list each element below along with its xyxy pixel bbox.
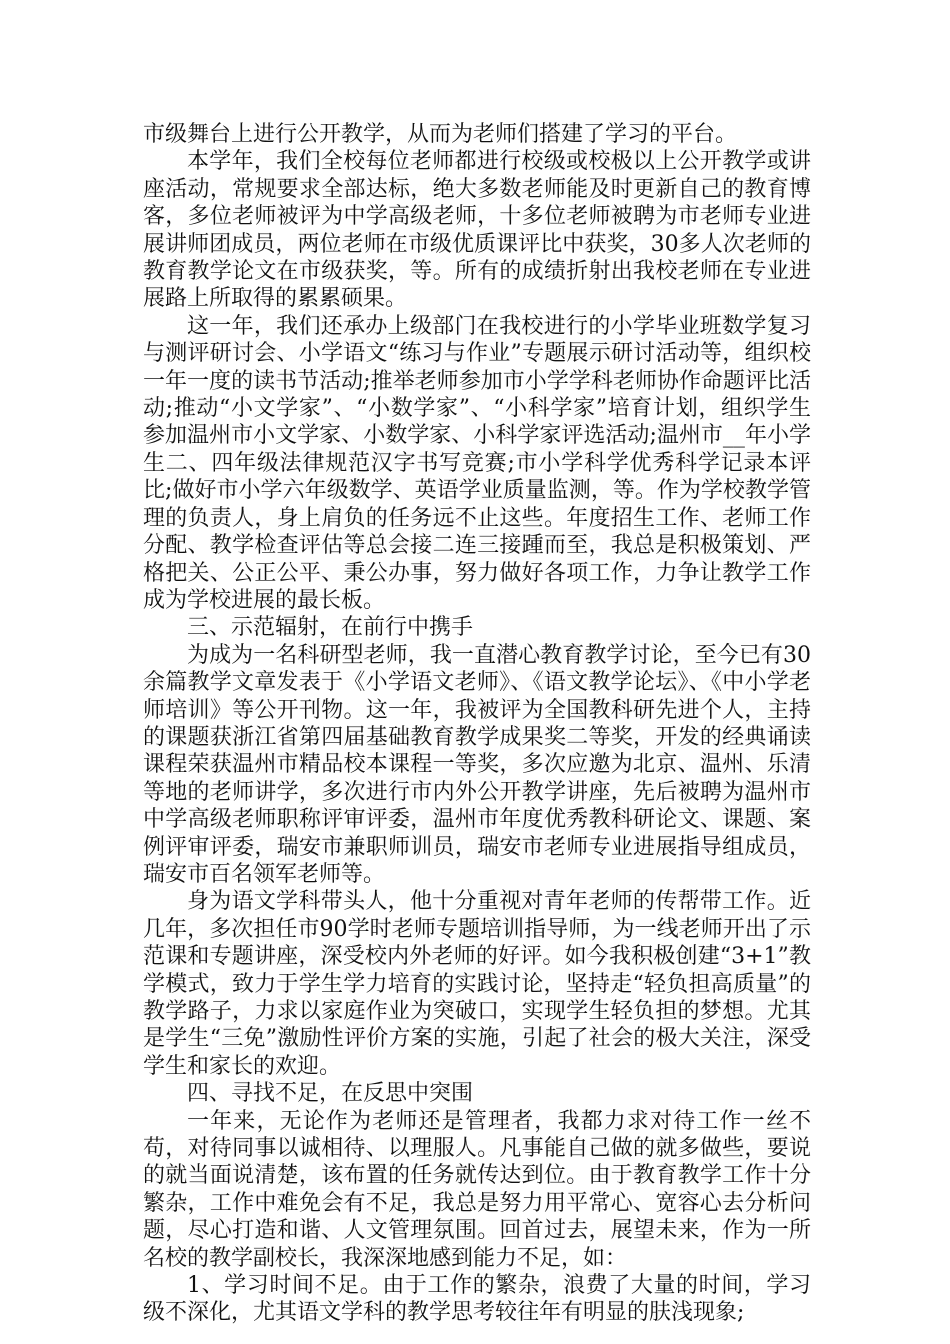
section-heading-demonstration: 三、示范辐射，在前行中携手	[187, 615, 474, 641]
paragraph-activities: 这一年，我们还承办上级部门在我校进行的小学毕业班数学复习与测评研讨会、小学语文“练习与作业”专题展示研讨活动等，组织校一年一度的读书节活动;推举老师参加市小学学科老师协作命题评比活动;推动“小文学家”、“小数学家”、“小科学家”培育计划，组织学生参加温州市小文学家、小数学家、小科学家评选活动;温州市__年小学生二、四年级法律规范汉字书写竞赛;市小学科学优秀科学记录本评比;做好市小学六年级数学、英语学业质量监测，等。作为学校教学管理的负责人，身上肩负的任务远不止这些。年度招生工作、老师工作分配、教学检查评估等总会接二连三接踵而至，我总是积极策划、严格把关、公正公平、秉公办事，努力做好各项工作，力争让教学工作成为学校进展的最长板。	[143, 313, 811, 613]
paragraph-research: 为成为一名科研型老师，我一直潜心教育教学讨论，至今已有30余篇教学文章发表于《小学语文老师》、《语文教学论坛》、《中小学老师培训》等公开刊物。这一年，我被评为全国教科研先进个人，主持的课题获浙江省第四届基础教育教学成果奖二等奖，开发的经典诵读课程荣获温州市精品校本课程一等奖，多次应邀为北京、温州、乐清等地的老师讲学，多次进行市内外公开教学讲座，先后被聘为温州市中学高级老师职称评审评委，温州市年度优秀教科研论文、课题、案例评审评委，瑞安市兼职师训员，瑞安市老师专业进展指导组成员，瑞安市百名领军老师等。	[143, 642, 811, 887]
paragraph-public-teaching: 本学年，我们全校每位老师都进行校级或校极以上公开教学或讲座活动，常规要求全部达标，绝大多数老师能及时更新自己的教育博客，多位老师被评为中学高级老师，十多位老师被聘为市老师专业进展讲师团成员，两位老师在市级优质课评比中获奖，30多人次老师的教育教学论文在市级获奖，等。所有的成绩折射出我校老师在专业进展路上所取得的累累硕果。	[143, 149, 811, 312]
paragraph-continuation: 市级舞台上进行公开教学，从而为老师们搭建了学习的平台。	[143, 122, 738, 147]
paragraph-mentoring: 身为语文学科带头人，他十分重视对青年老师的传帮带工作。近几年，多次担任市90学时老师专题培训指导师，为一线老师开出了示范课和专题讲座，深受校内外老师的好评。如今我积极创建“3+1”教学模式，致力于学生学力培育的实践讨论，坚持走“轻负担高质量”的教学路子，力求以家庭作业为突破口，实现学生轻负担的梦想。尤其是学生“三免”激励性评价方案的实施，引起了社会的极大关注，深受学生和家长的欢迎。	[143, 889, 811, 1079]
paragraph-self-assessment: 一年来，无论作为老师还是管理者，我都力求对待工作一丝不苟，对待同事以诚相待、以理服人。凡事能自己做的就多做些，要说的就当面说清楚，该布置的任务就传达到位。由于教育教学工作十分繁杂，工作中难免会有不足，我总是努力用平常心、宽容心去分析问题，尽心打造和谐、人文管理氛围。回首过去，展望未来，作为一所名校的教学副校长，我深深地感到能力不足，如：	[143, 1108, 811, 1271]
document-body	[143, 121, 811, 1327]
section-heading-reflection: 四、寻找不足，在反思中突围	[187, 1081, 474, 1107]
paragraph-shortcoming-1: 1、学习时间不足。由于工作的繁杂，浪费了大量的时间，学习级不深化，尤其语文学科的教学思考较往年有明显的肤浅现象;	[143, 1273, 811, 1326]
